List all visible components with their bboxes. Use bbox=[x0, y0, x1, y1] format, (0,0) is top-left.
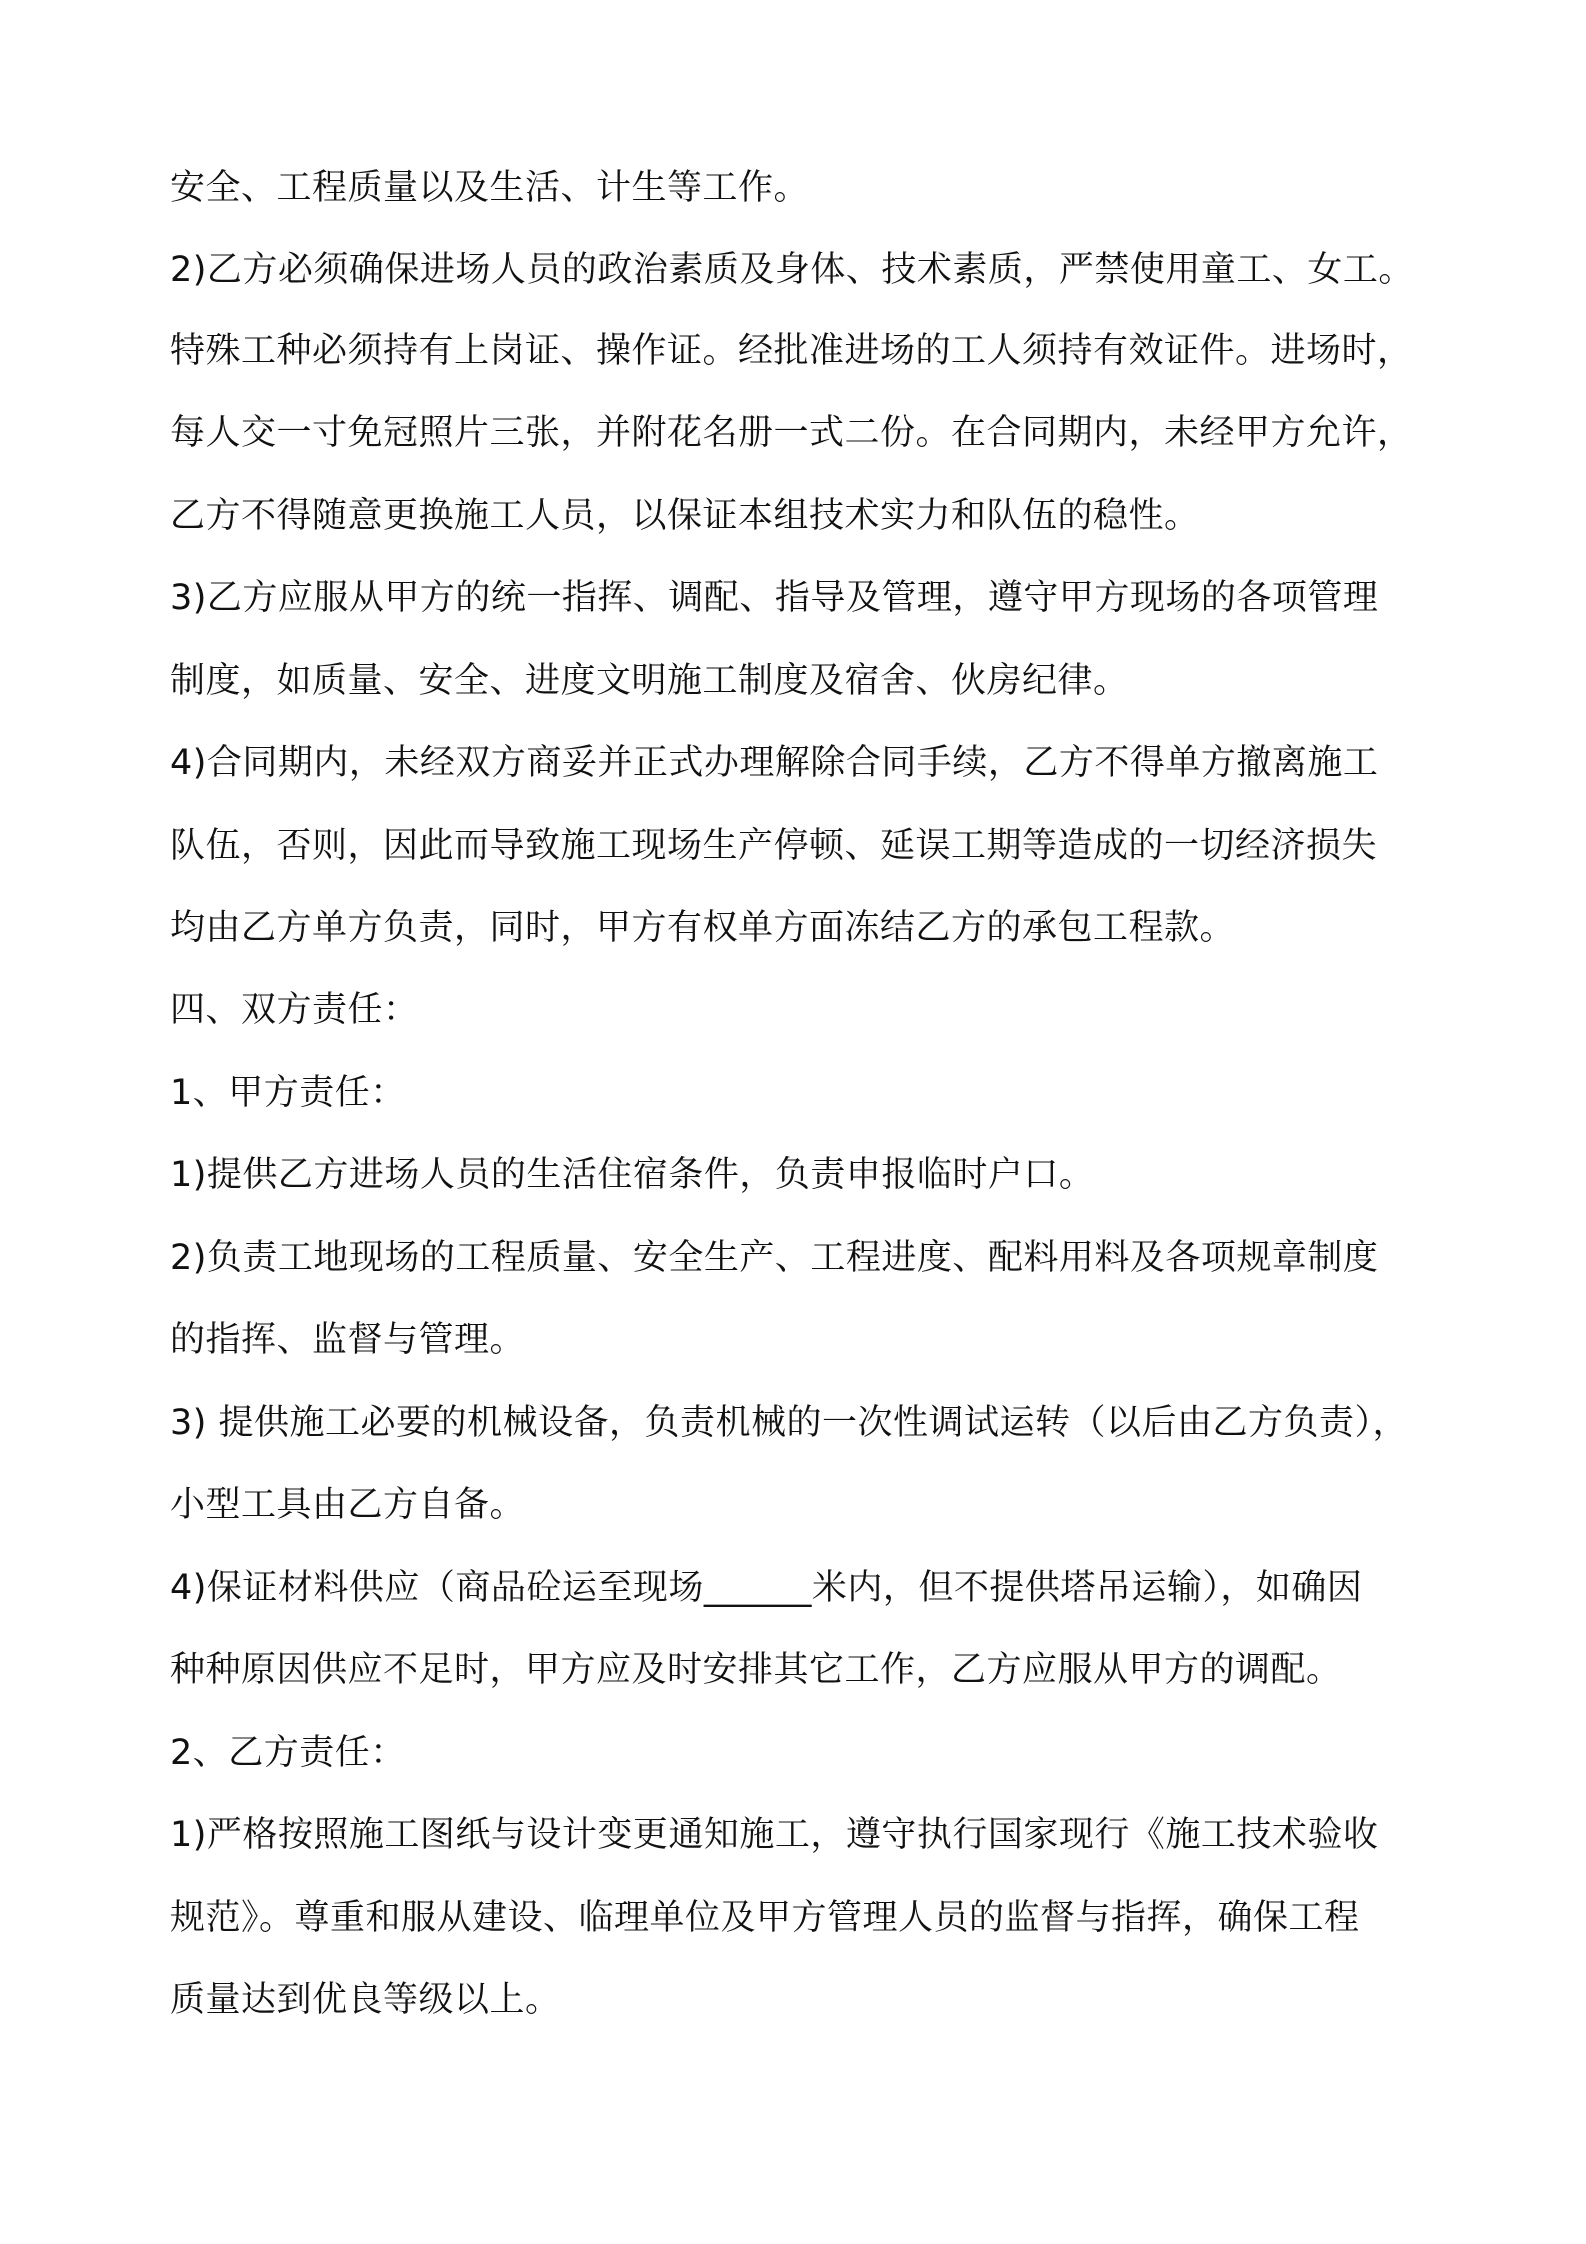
text-line: 规范》。尊重和服从建设、临理单位及甲方管理人员的监督与指挥，确保工程 bbox=[170, 1898, 1360, 1938]
text-line: 质量达到优良等级以上。 bbox=[170, 1980, 561, 2020]
text-line: 1)提供乙方进场人员的生活住宿条件，负责申报临时户口。 bbox=[170, 1155, 1095, 1195]
text-line: 每人交一寸免冠照片三张，并附花名册一式二份。在合同期内，未经甲方允许， bbox=[170, 413, 1413, 453]
text-line: 制度，如质量、安全、进度文明施工制度及宿舍、伙房纪律。 bbox=[170, 661, 1129, 701]
text-line: 4)合同期内，未经双方商妥并正式办理解除合同手续，乙方不得单方撤离施工 bbox=[170, 743, 1379, 783]
text-line: 3) 提供施工必要的机械设备，负责机械的一次性调试运转（以后由乙方负责）， bbox=[170, 1403, 1409, 1443]
subsection-heading: 1、甲方责任： bbox=[170, 1073, 406, 1113]
text-line: 特殊工种必须持有上岗证、操作证。经批准进场的工人须持有效证件。进场时， bbox=[170, 331, 1413, 371]
text-line: 4)保证材料供应（商品砼运至现场______米内，但不提供塔吊运输），如确因 bbox=[170, 1568, 1363, 1608]
text-line: 乙方不得随意更换施工人员，以保证本组技术实力和队伍的稳性。 bbox=[170, 496, 1200, 536]
text-line: 种种原因供应不足时，甲方应及时安排其它工作，乙方应服从甲方的调配。 bbox=[170, 1650, 1342, 1690]
section-heading: 四、双方责任： bbox=[170, 990, 419, 1030]
text-line: 的指挥、监督与管理。 bbox=[170, 1320, 526, 1360]
text-line: 2)负责工地现场的工程质量、安全生产、工程进度、配料用料及各项规章制度 bbox=[170, 1238, 1379, 1278]
text-line: 小型工具由乙方自备。 bbox=[170, 1485, 526, 1525]
subsection-heading: 2、乙方责任： bbox=[170, 1733, 406, 1773]
text-line: 1)严格按照施工图纸与设计变更通知施工，遵守执行国家现行《施工技术验收 bbox=[170, 1815, 1379, 1855]
text-line: 队伍，否则，因此而导致施工现场生产停顿、延误工期等造成的一切经济损失 bbox=[170, 826, 1378, 866]
text-line: 均由乙方单方负责，同时，甲方有权单方面冻结乙方的承包工程款。 bbox=[170, 908, 1236, 948]
text-line: 3)乙方应服从甲方的统一指挥、调配、指导及管理，遵守甲方现场的各项管理 bbox=[170, 578, 1379, 618]
text-line: 安全、工程质量以及生活、计生等工作。 bbox=[170, 168, 810, 208]
text-line: 2)乙方必须确保进场人员的政治素质及身体、技术素质，严禁使用童工、女工。 bbox=[170, 250, 1414, 290]
